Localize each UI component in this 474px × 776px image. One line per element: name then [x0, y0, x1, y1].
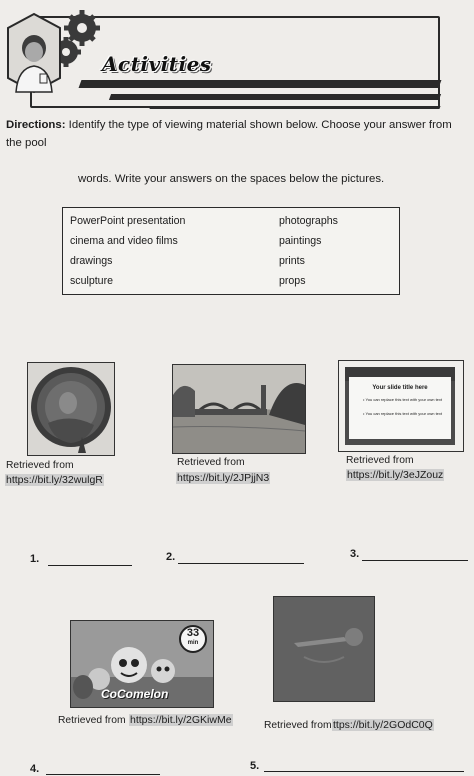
- student-gears-illustration: [4, 4, 100, 116]
- slide-body: [349, 377, 451, 439]
- answer-label-5: 5.: [250, 760, 260, 772]
- bridge-drawing-image: [173, 365, 305, 453]
- pool-word: paintings: [279, 235, 322, 247]
- caption-5: Retrieved from: [264, 720, 332, 731]
- picture-3: [338, 360, 464, 452]
- page-title: Activities: [102, 52, 212, 76]
- duration-badge: 33: [186, 627, 200, 639]
- slide-bullet-2: • You can replace this text with your own text: [363, 411, 443, 416]
- caption-3: Retrieved from: [346, 455, 414, 466]
- banner-stripe: [149, 106, 440, 109]
- slide-title: Your slide title here: [372, 385, 428, 391]
- picture-5: [273, 596, 375, 702]
- directions-text-2: words. Write your answers on the spaces below the pictures.: [78, 173, 385, 185]
- banner-stripe: [109, 94, 441, 100]
- answer-label-3: 3.: [350, 548, 360, 560]
- dark-photo-image: [274, 597, 374, 701]
- directions: [6, 117, 470, 152]
- source-link-2[interactable]: https://bit.ly/2JPjjN3: [177, 472, 270, 484]
- answer-line-2[interactable]: [178, 563, 304, 564]
- slide-bullet-1: • You can replace this text with your own text: [363, 397, 443, 402]
- directions-text: Identify the type of viewing material shown below. Choose your answer from the pool: [6, 119, 452, 149]
- pool-word: drawings: [70, 255, 113, 267]
- pool-word: sculpture: [70, 275, 113, 287]
- caption-1: Retrieved from: [6, 460, 74, 471]
- answer-line-1[interactable]: [48, 565, 132, 566]
- word-pool-box: [62, 207, 400, 295]
- pool-word: props: [279, 275, 306, 287]
- source-link-1[interactable]: https://bit.ly/32wulgR: [6, 474, 103, 486]
- pool-word: cinema and video films: [70, 235, 178, 247]
- answer-line-5[interactable]: [264, 771, 464, 772]
- answer-line-3[interactable]: [362, 560, 468, 561]
- answer-line-4[interactable]: [46, 774, 160, 775]
- cocomelon-logo: CoComelon: [101, 687, 169, 701]
- round-painting-image: [28, 363, 114, 455]
- picture-2: [172, 364, 306, 454]
- pool-word: photographs: [279, 215, 338, 227]
- source-link-3[interactable]: https://bit.ly/3eJZouz: [347, 469, 444, 481]
- duration-unit: min: [187, 640, 199, 646]
- banner-stripe: [79, 80, 442, 88]
- answer-label-2: 2.: [166, 551, 176, 563]
- source-link-5[interactable]: ttps://bit.ly/2GOdC0Q: [333, 719, 433, 731]
- pool-word: prints: [279, 255, 305, 267]
- caption-4: Retrieved from: [58, 715, 126, 726]
- answer-label-4: 4.: [30, 763, 40, 775]
- picture-1: [27, 362, 115, 456]
- pool-word: PowerPoint presentation: [70, 215, 186, 227]
- source-link-4[interactable]: https://bit.ly/2GKiwMe: [130, 714, 232, 726]
- answer-label-1: 1.: [30, 553, 40, 565]
- caption-2: Retrieved from: [177, 457, 245, 468]
- directions-label: Directions:: [6, 119, 66, 131]
- picture-4: [70, 620, 214, 708]
- slide-frame: [345, 367, 455, 445]
